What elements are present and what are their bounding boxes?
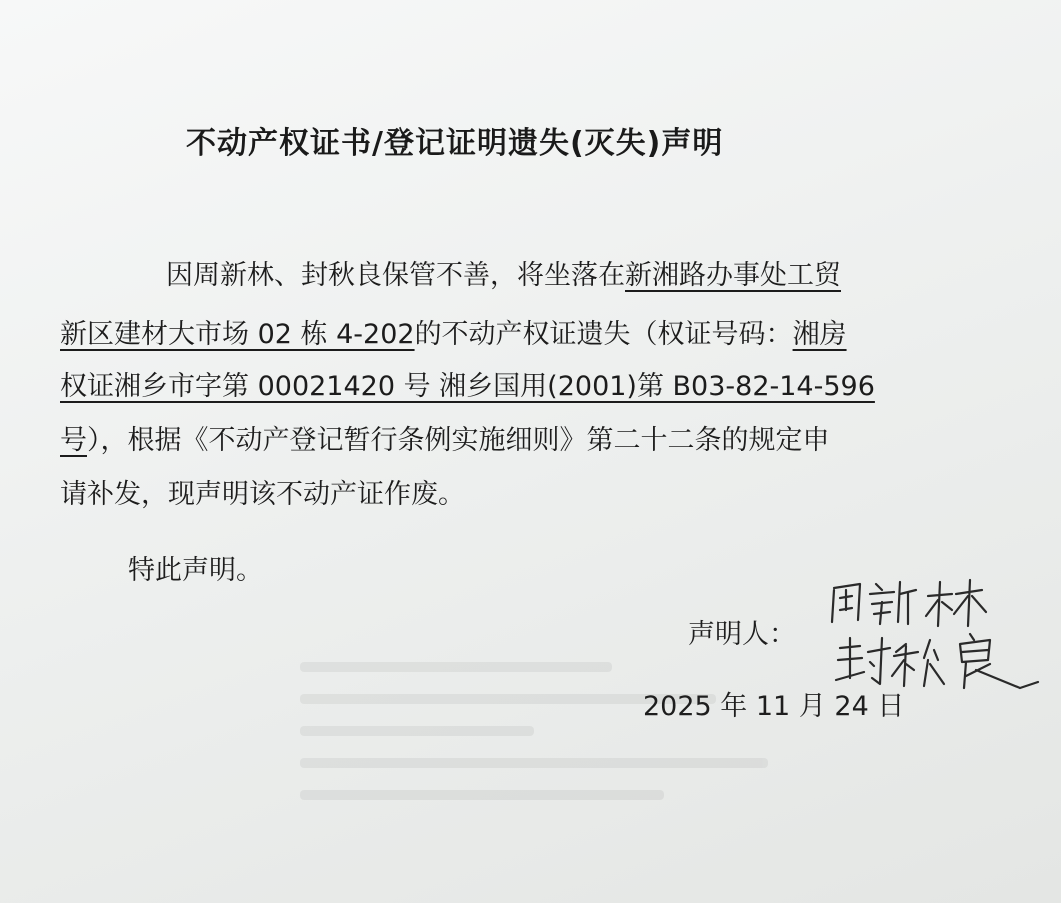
certificate-number-underlined: 湘房	[792, 319, 847, 350]
body-line-1	[166, 253, 841, 292]
declaration-date: 2025 年 11 月 24 日	[643, 691, 905, 722]
closing-statement: 特此声明。	[128, 555, 263, 586]
body-text: 因周新林、封秋良保管不善，将坐落在	[166, 260, 625, 291]
page-title: 不动产权证书/登记证明遗失(灭失)声明	[186, 126, 724, 161]
body-line-4	[60, 418, 830, 457]
certificate-number-underlined: 权证湘乡市字第 00021420 号 湘乡国用(2001)第 B03-82-14-596	[60, 371, 875, 402]
declarant-label: 声明人：	[688, 619, 796, 650]
certificate-number-underlined: 号	[60, 425, 87, 456]
body-line-3	[60, 364, 875, 403]
body-line-5: 请补发，现声明该不动产证作废。	[60, 479, 465, 510]
address-underlined: 新区建材大市场 02 栋 4-202	[60, 319, 415, 350]
address-underlined: 新湘路办事处工贸	[625, 260, 841, 291]
back-page-bleed-through	[300, 640, 820, 860]
body-line-2	[60, 312, 847, 351]
body-text: 的不动产权证遗失（权证号码：	[414, 319, 793, 350]
body-text: ），根据《不动产登记暂行条例实施细则》第二十二条的规定申	[87, 425, 830, 456]
